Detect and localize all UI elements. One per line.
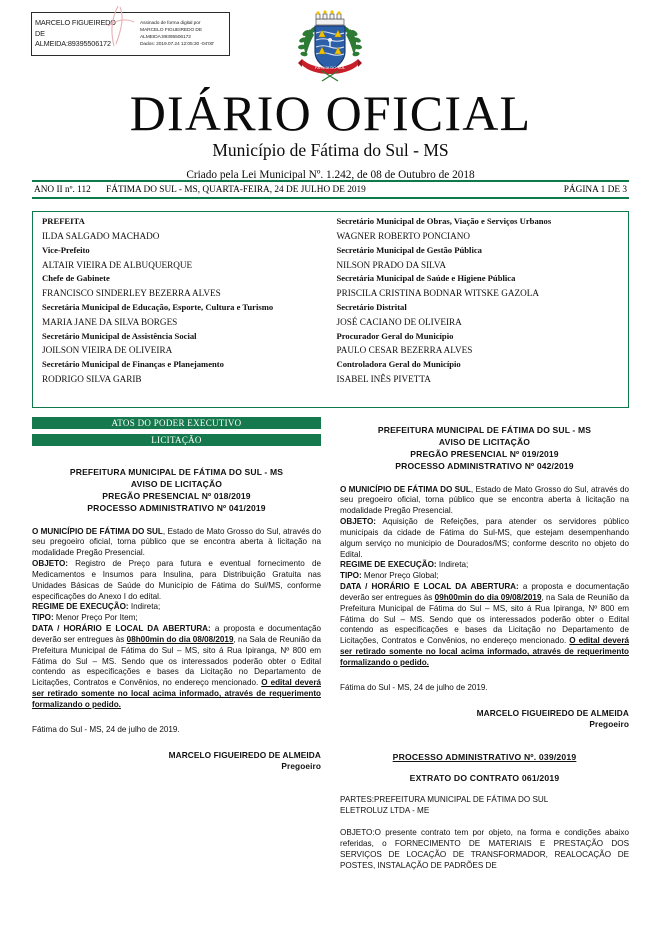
notice-right-intro-bold: O MUNICÍPIO DE FÁTIMA DO SUL bbox=[340, 484, 471, 494]
official-role: Secretário Municipal de Obras, Viação e Serviços Urbanos bbox=[336, 216, 552, 226]
notice-left-signer-name: MARCELO FIGUEIREDO DE ALMEIDA bbox=[168, 749, 321, 760]
signature-details bbox=[138, 18, 229, 51]
notice-right-abertura-label: DATA / HORÁRIO E LOCAL DA ABERTURA: bbox=[340, 582, 519, 592]
notice-right-signer-name: MARCELO FIGUEIREDO DE ALMEIDA bbox=[476, 707, 629, 718]
page-title: DIÁRIO OFICIAL bbox=[129, 85, 532, 141]
notice-right-abertura-text-2: , na Sala de Reunião da Prefeitura Municipal de Fátima do Sul – MS, sito á Rua Ipiranga, Nº 800 em Fátima do Sul – MS. Sendo que os interessados poderão obter o Edital contendo as especificações e bases da Licitação no Departamento de Licitações, Contratos e Convênios, no endereço mencionado. bbox=[340, 592, 629, 646]
notice-right-abertura-text-1: a proposta e documentação deverão ser entregues às bbox=[340, 582, 629, 602]
notice-right-regime-label: REGIME DE EXECUÇÃO: bbox=[340, 560, 437, 570]
issue-bar bbox=[32, 180, 629, 199]
notice-right-heading bbox=[340, 424, 629, 473]
notice-left-abertura bbox=[32, 624, 321, 711]
official-name: ISABEL INÊS PIVETTA bbox=[336, 374, 431, 385]
svg-text:FÁTIMA DO SUL: FÁTIMA DO SUL bbox=[314, 65, 346, 70]
signature-subject bbox=[32, 16, 138, 51]
notice-right-abertura bbox=[340, 582, 629, 669]
notice-right-intro bbox=[340, 485, 629, 518]
notice-left-city-date: Fátima do Sul - MS, 24 de julho de 2019. bbox=[32, 724, 180, 734]
signature-subject-line-3: ALMEIDA:89395506172 bbox=[35, 39, 111, 49]
official-role: Secretário Municipal de Assistência Social bbox=[42, 330, 197, 341]
official-role: Controladora Geral do Município bbox=[336, 359, 461, 370]
digital-signature-box bbox=[31, 12, 230, 56]
notice-right-heading-line-2: AVISO DE LICITAÇÃO bbox=[438, 437, 531, 448]
notice-left-abertura-text-1: a proposta e documentação deverão ser entregues às bbox=[32, 624, 321, 644]
notice-right-edital-note: O edital deverá ser retirado somente no local acima informado, através de requerimento formalizando o pedido. bbox=[340, 636, 629, 667]
notice-left-edital-note: O edital deverá ser retirado somente no local acima informado, através de requerimento formalizando o pedido. bbox=[32, 678, 321, 709]
contract-partes-line-1: PARTES:PREFEITURA MUNICIPAL DE FÁTIMA DO SUL bbox=[340, 794, 549, 804]
notice-left-signer-role: Pregoeiro bbox=[281, 760, 321, 771]
issue-place-date: FÁTIMA DO SUL - MS, QUARTA-FEIRA, 24 DE JULHO DE 2019 bbox=[106, 184, 366, 195]
notice-right-heading-line-3: PREGÃO PRESENCIAL Nº 019/2019 bbox=[410, 449, 559, 460]
section-banner-atos-do-poder-executivo: ATOS DO PODER EXECUTIVO bbox=[32, 417, 321, 429]
officials-box bbox=[32, 211, 629, 408]
notice-right-objeto-text: Aquisição de Refeições, para atender os servidores público municipais da cidade de Fátima do Sul-MS, que estejam desempenhando algum serviço no municipio de Dourados/MS; conforme descrito no objeto do Edital. bbox=[340, 517, 629, 559]
notice-right-tipo-label: TIPO: bbox=[340, 571, 362, 581]
masthead-law-line: Criado pela Lei Municipal Nº. 1.242, de 08 de Outubro de 2018 bbox=[186, 168, 475, 181]
masthead-subtitle: Município de Fátima do Sul - MS bbox=[212, 140, 449, 160]
official-name: RODRIGO SILVA GARIB bbox=[42, 374, 142, 385]
official-role: Vice-Prefeito bbox=[42, 244, 90, 255]
official-role: Secretário Municipal de Finanças e Planejamento bbox=[42, 359, 224, 370]
official-name: ILDA SALGADO MACHADO bbox=[42, 230, 160, 241]
notice-right-regime-text: Indireta; bbox=[436, 560, 469, 570]
signature-detail-line-3: ALMEIDA:89395506172 bbox=[140, 35, 191, 40]
notice-left-heading-line-3: PREGÃO PRESENCIAL Nº 018/2019 bbox=[102, 491, 251, 502]
contract-objeto: OBJETO:O presente contrato tem por objeto, na forma e condições abaixo referidas, o FORNECIMENTO DE MATERIAIS E PRESTAÇÃO DOS SERVIÇOS DE LOCAÇÃO DE TRANSFORMADOR, REALOCAÇÃO DE POSTES, INSTALAÇÃO DE PADRÕES DE bbox=[340, 828, 629, 870]
notice-left-objeto bbox=[32, 559, 321, 602]
notice-left-regime-text: Indireta; bbox=[128, 602, 161, 612]
official-role: PREFEITA bbox=[42, 216, 85, 226]
signature-detail-line-4: Dados: 2019.07.24 12:05:30 -04'00' bbox=[140, 42, 215, 48]
official-role: Secretária Municipal de Saúde e Higiene Pública bbox=[336, 273, 516, 284]
masthead bbox=[0, 85, 661, 181]
notice-right-heading-line-1: PREFEITURA MUNICIPAL DE FÁTIMA DO SUL - MS bbox=[377, 425, 592, 435]
contract-extrato-heading: EXTRATO DO CONTRATO 061/2019 bbox=[409, 773, 560, 784]
signature-detail-line-1: Assinado de forma digital por bbox=[140, 20, 201, 26]
contract-partes-line-2: ELETROLUZ LTDA - ME bbox=[340, 805, 430, 815]
notice-column-left bbox=[32, 466, 321, 772]
official-name: NILSON PRADO DA SILVA bbox=[336, 259, 447, 270]
signature-subject-line-2: DE bbox=[35, 28, 45, 38]
official-role: Secretário Municipal de Gestão Pública bbox=[336, 244, 482, 255]
notice-left-heading-line-4: PROCESSO ADMINISTRATIVO Nº 041/2019 bbox=[87, 503, 266, 514]
notice-right-abertura-datetime: 09h00min do dia 09/08/2019 bbox=[434, 592, 542, 602]
notice-left-heading bbox=[32, 466, 321, 515]
notice-right-signer-role: Pregoeiro bbox=[589, 718, 629, 729]
notice-left-tipo bbox=[32, 613, 321, 624]
notice-right-intro-rest: , Estado de Mato Grosso do Sul, através do seu pregoeiro oficial, torna público que se encontra aberta à licitação na modalidade Pregão Presencial. bbox=[340, 484, 629, 516]
notice-left-intro-bold: O MUNICÍPIO DE FÁTIMA DO SUL bbox=[32, 526, 163, 536]
signature-subject-line-1: MARCELO FIGUEIREDO bbox=[35, 18, 116, 28]
notice-left-regime bbox=[32, 602, 321, 613]
section-banner-licitacao: LICITAÇÃO bbox=[32, 434, 321, 446]
official-name: WAGNER ROBERTO PONCIANO bbox=[336, 230, 471, 241]
official-name: PRISCILA CRISTINA BODNAR WITSKE GAZOLA bbox=[336, 288, 539, 299]
issue-number: ANO II nº. 112 bbox=[34, 184, 91, 195]
notice-left-objeto-text: Registro de Preço para futura e eventual fornecimento de Medicamentos e Insumos para Insulina, para Distribuição Gratuita nas Unidades Básicas de Saúde do Município de Fátima do Sul/MS, conforme especificações do Anexo I do edital. bbox=[32, 559, 321, 601]
notice-left-intro bbox=[32, 527, 321, 560]
issue-bar-left bbox=[34, 185, 366, 195]
notice-left-intro-rest: , Estado de Mato Grosso do Sul, através do seu pregoeiro oficial, torna público que se encontra aberta à licitação na modalidade Pregão Presencial. bbox=[32, 526, 321, 558]
notice-right-tipo bbox=[340, 571, 629, 582]
notice-left-heading-line-2: AVISO DE LICITAÇÃO bbox=[130, 479, 223, 490]
official-role: Chefe de Gabinete bbox=[42, 273, 110, 284]
officials-column-right bbox=[331, 215, 629, 407]
official-name: ALTAIR VIEIRA DE ALBUQUERQUE bbox=[42, 259, 193, 270]
signature-detail-line-2: MARCELO FIGUEIREDO DE bbox=[140, 27, 203, 33]
notice-left-abertura-datetime: 08h00min do dia 08/08/2019 bbox=[126, 634, 234, 644]
official-name: JOSÉ CACIANO DE OLIVEIRA bbox=[336, 316, 462, 327]
notice-left-abertura-label: DATA / HORÁRIO E LOCAL DA ABERTURA: bbox=[32, 624, 211, 634]
notice-left-abertura-text-2: , na Sala de Reunião da Prefeitura Municipal de Fátima do Sul – MS, sito á Rua Ipiranga, Nº 800 em Fátima do Sul – MS. Sendo que os interessados poderão obter o Edital contendo as especificações e bases da Licitação no Departamento de Licitações, Contratos e Convênios, no endereço mencionado. bbox=[32, 634, 321, 688]
official-role: Procurador Geral do Município bbox=[336, 330, 454, 341]
official-role: Secretário Distrital bbox=[336, 301, 407, 312]
official-name: MARIA JANE DA SILVA BORGES bbox=[42, 316, 178, 327]
notice-right-tipo-text: Menor Preço Global; bbox=[361, 571, 439, 581]
notice-column-right bbox=[340, 424, 629, 872]
coat-of-arms-icon bbox=[294, 9, 366, 83]
notice-right-heading-line-4: PROCESSO ADMINISTRATIVO Nº 042/2019 bbox=[395, 461, 574, 472]
official-name: FRANCISCO SINDERLEY BEZERRA ALVES bbox=[42, 288, 221, 299]
notice-right-objeto bbox=[340, 517, 629, 560]
notice-left-tipo-label: TIPO: bbox=[32, 613, 54, 623]
contract-processo-heading: PROCESSO ADMINISTRATIVO Nº. 039/2019 bbox=[392, 751, 577, 762]
official-name: JOILSON VIEIRA DE OLIVEIRA bbox=[42, 345, 173, 356]
page-indicator: PÁGINA 1 DE 3 bbox=[563, 184, 627, 195]
notice-left-tipo-text: Menor Preço Por Item; bbox=[53, 613, 138, 623]
notice-left-regime-label: REGIME DE EXECUÇÃO: bbox=[32, 602, 129, 612]
officials-column-left bbox=[33, 215, 331, 407]
official-name: PAULO CESAR BEZERRA ALVES bbox=[336, 345, 473, 356]
notice-right-regime bbox=[340, 560, 629, 571]
notice-left-objeto-label: OBJETO: bbox=[32, 559, 68, 569]
notice-right-objeto-label: OBJETO: bbox=[340, 517, 376, 527]
notice-left-heading-line-1: PREFEITURA MUNICIPAL DE FÁTIMA DO SUL - MS bbox=[69, 467, 284, 477]
notice-right-city-date: Fátima do Sul - MS, 24 de julho de 2019. bbox=[340, 682, 488, 692]
official-role: Secretária Municipal de Educação, Esporte, Cultura e Turismo bbox=[42, 301, 274, 312]
